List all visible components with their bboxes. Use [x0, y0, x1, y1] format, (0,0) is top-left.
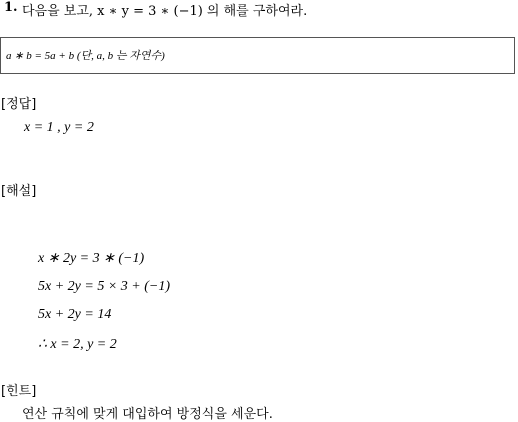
explanation-step: ∴ x = 2, y = 2: [38, 337, 117, 352]
explanation-step: 5x + 2y = 14: [38, 307, 112, 322]
answer-value: x = 1 , y = 2: [24, 120, 94, 135]
question-number: 1.: [4, 0, 18, 15]
hint-text: 연산 규칙에 맞게 대입하여 방정식을 세운다.: [22, 407, 273, 422]
definition-text: a ∗ b = 5a + b (단, a, b 는 자연수): [6, 50, 165, 62]
explanation-step: x ∗ 2y = 3 ∗ (−1): [38, 251, 145, 266]
hint-heading: [힌트]: [1, 384, 37, 399]
question-text: 다음을 보고, x ∗ y = 3 ∗ (−1) 의 해를 구하여라.: [22, 4, 308, 19]
explanation-heading: [해설]: [1, 184, 37, 199]
explanation-step: 5x + 2y = 5 × 3 + (−1): [38, 279, 170, 294]
answer-heading: [정답]: [1, 97, 37, 112]
